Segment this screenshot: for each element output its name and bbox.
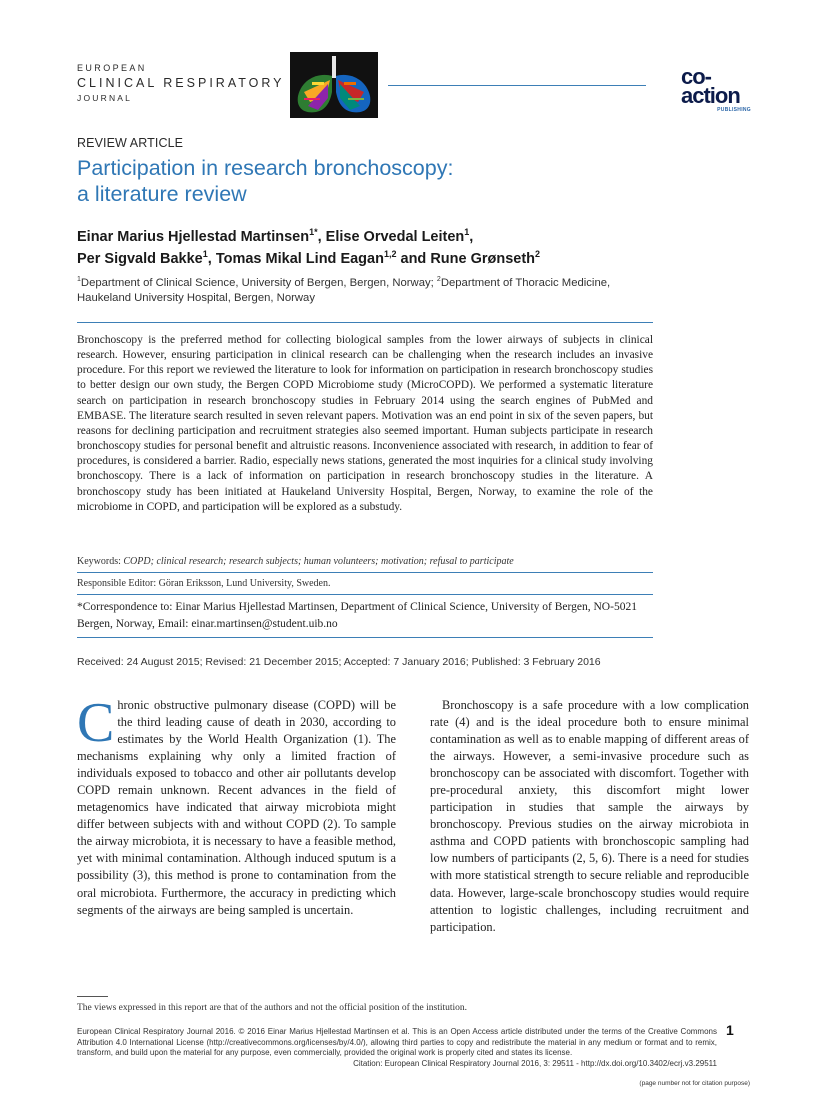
affiliations — [77, 275, 657, 306]
author-name: Tomas Mikal Lind Eagan — [215, 250, 384, 267]
article-title — [77, 156, 637, 208]
affiliation-1: Department of Clinical Science, University of Bergen, Bergen, Norway; — [80, 276, 437, 289]
author-sup: 1* — [309, 227, 318, 237]
affiliation-sup: 1 — [77, 276, 81, 283]
article-title-line1: Participation in research bronchoscopy: — [77, 156, 454, 180]
body-column-left — [77, 692, 396, 919]
journal-name-line2: CLINICAL RESPIRATORY — [77, 76, 285, 90]
footnote-rule — [77, 996, 108, 997]
author-name: Elise Orvedal Leiten — [325, 228, 465, 245]
editor-rule — [77, 594, 653, 595]
page-number: 1 — [726, 1022, 734, 1038]
citation-text: Citation: European Clinical Respiratory Journal 2016, 3: 29511 - http://dx.doi.org/10.3402/ecrj.v3.29511 — [353, 1058, 717, 1068]
not-for-citation-note: (page number not for citation purpose) — [639, 1080, 750, 1087]
footnote: The views expressed in this report are that of the authors and not the official position of the institution. — [77, 1003, 468, 1013]
author-sup: 1 — [464, 227, 470, 237]
author-list: Einar Marius Hjellestad Martinsen$^{1*}$, Elise Orvedal Leiten$^1$, Per Sigvald Bakke$^1$, Tomas Mikal Lind Eagan$^{1,2}$ and Rune Grønseth$^2$ — [77, 227, 541, 267]
lungs-logo-icon — [290, 52, 378, 118]
header-rule — [388, 85, 646, 86]
keywords-list: COPD; clinical research; research subjects; human volunteers; motivation; refusal to participate — [123, 556, 514, 567]
author-and: and — [400, 250, 427, 267]
license-footer — [77, 1027, 717, 1069]
body-left-text: hronic obstructive pulmonary disease (COPD) will be the third leading cause of death in 2030, according to estimates by the World Health Organization (1). The mechanisms explaining why only a limited fraction of individuals exposed to tobacco and other air pollutants develop COPD remain unknown. Recent advances in the field of metagenomics have indicated that airway microbiota might differ between subjects with and without COPD (2). To sample the airway microbiota, it is necessary to have a feasible method, yet with minimal contamination. Although induced sputum is a possibility (3), this method is prone to contamination from the oral microbiota. Furthermore, the accuracy in predicting which segments of the airways are being sampled is uncertain. — [77, 698, 396, 917]
author-name: Per Sigvald Bakke — [77, 250, 203, 267]
correspondence-rule — [77, 637, 653, 638]
article-type: REVIEW ARTICLE — [77, 136, 184, 150]
article-title-line2: a literature review — [77, 181, 247, 206]
drop-cap: C — [77, 692, 115, 754]
author-name: Rune Grønseth — [430, 250, 536, 267]
author-sup: 1,2 — [383, 248, 397, 259]
keywords-rule — [77, 572, 653, 573]
affiliation-2: Department of Thoracic Medicine, Haukeland University Hospital, Bergen, Norway — [77, 276, 611, 304]
journal-name-line3: JOURNAL — [77, 92, 133, 103]
body-column-right: Bronchoscopy is a safe procedure with a low complication rate (4) and is the ideal procedure both to ensure minimal contamination as well as to enable mapping of different areas of the airways. However, a semi-invasive procedure such as bronchoscopy can be associated with discomfort. Together with pre-procedural anxiety, this discomfort might lower participation in studies that sample the airways by bronchoscopy. Previous studies on the airway microbiota in asthma and COPD patients with bronchoscopic sampling had low numbers of participants (2, 5, 6). There is a need for studies with more statistical strength to secure reliable and reproducible data. However, large-scale bronchoscopy studies would require attention to logistic challenges, including recruitment and participation. — [430, 698, 749, 934]
affiliation-sup: 2 — [436, 276, 441, 283]
responsible-editor: Responsible Editor: Göran Eriksson, Lund University, Sweden. — [77, 578, 331, 589]
journal-name — [77, 64, 285, 102]
author-sup: 1 — [202, 248, 208, 259]
coaction-logo — [681, 64, 751, 113]
license-text: European Clinical Respiratory Journal 2016. © 2016 Einar Marius Hjellestad Martinsen et al. This is an Open Access article distributed under the terms of the Creative Commons Attribution 4.0 International License (http://creativecommons.org/licenses/by/4.0/), allowing third parties to copy and redistribute the material in any medium or format and to remix, transform, and build upon the material for any purpose, even commercially, provided the original work is properly cited and states its license. — [77, 1027, 717, 1058]
coaction-logo-line2: action — [681, 82, 740, 108]
author-name: Einar Marius Hjellestad Martinsen — [77, 228, 310, 245]
author-sup: 2 — [535, 248, 541, 259]
keywords-label: Keywords: — [77, 556, 121, 567]
keywords — [77, 556, 653, 567]
correspondence: *Correspondence to: Einar Marius Hjellestad Martinsen, Department of Clinical Science, University of Bergen, NO-5021 Bergen, Norway, Email: einar.martinsen@student.uib.no — [77, 601, 637, 630]
coaction-logo-sub: PUBLISHING — [717, 106, 751, 113]
journal-name-line1: EUROPEAN — [77, 63, 147, 73]
abstract-top-rule — [77, 322, 653, 323]
coaction-logo-line1: co- — [681, 64, 711, 89]
publication-dates: Received: 24 August 2015; Revised: 21 December 2015; Accepted: 7 January 2016; Published: 3 February 2016 — [77, 656, 601, 668]
abstract: Bronchoscopy is the preferred method for collecting biological samples from the lower airways of subjects in clinical research. However, ensuring participation in clinical research can be challenging when the research includes an invasive procedure. For this report we reviewed the literature to look for information on participation in research bronchoscopy studies to better design our own study, the Bergen COPD Microbiome study (MicroCOPD). We performed a systematic literature search on participation in research bronchoscopy studies in February 2014 using the search engines of PubMed and EMBASE. The literature search resulted in seven relevant papers. Motivation was an end point in six of the seven papers, but reasons for declining participation and recruitment strategies also seemed important. Human subjects participate in research bronchoscopy studies for personal benefit and altruistic reasons. Inconvenience associated with research, in addition to fear of procedures, is considered a barrier. Radio, especially news stations, generated the most inquiries for a clinical study involving bronchoscopy. There is a lack of information on participation in research bronchoscopy studies in the literature. A bronchoscopy study has been initiated at Haukeland University Hospital, Bergen, Norway, to examine the role of the microbiome in COPD, and participation will be explored as a substudy. — [77, 334, 653, 513]
